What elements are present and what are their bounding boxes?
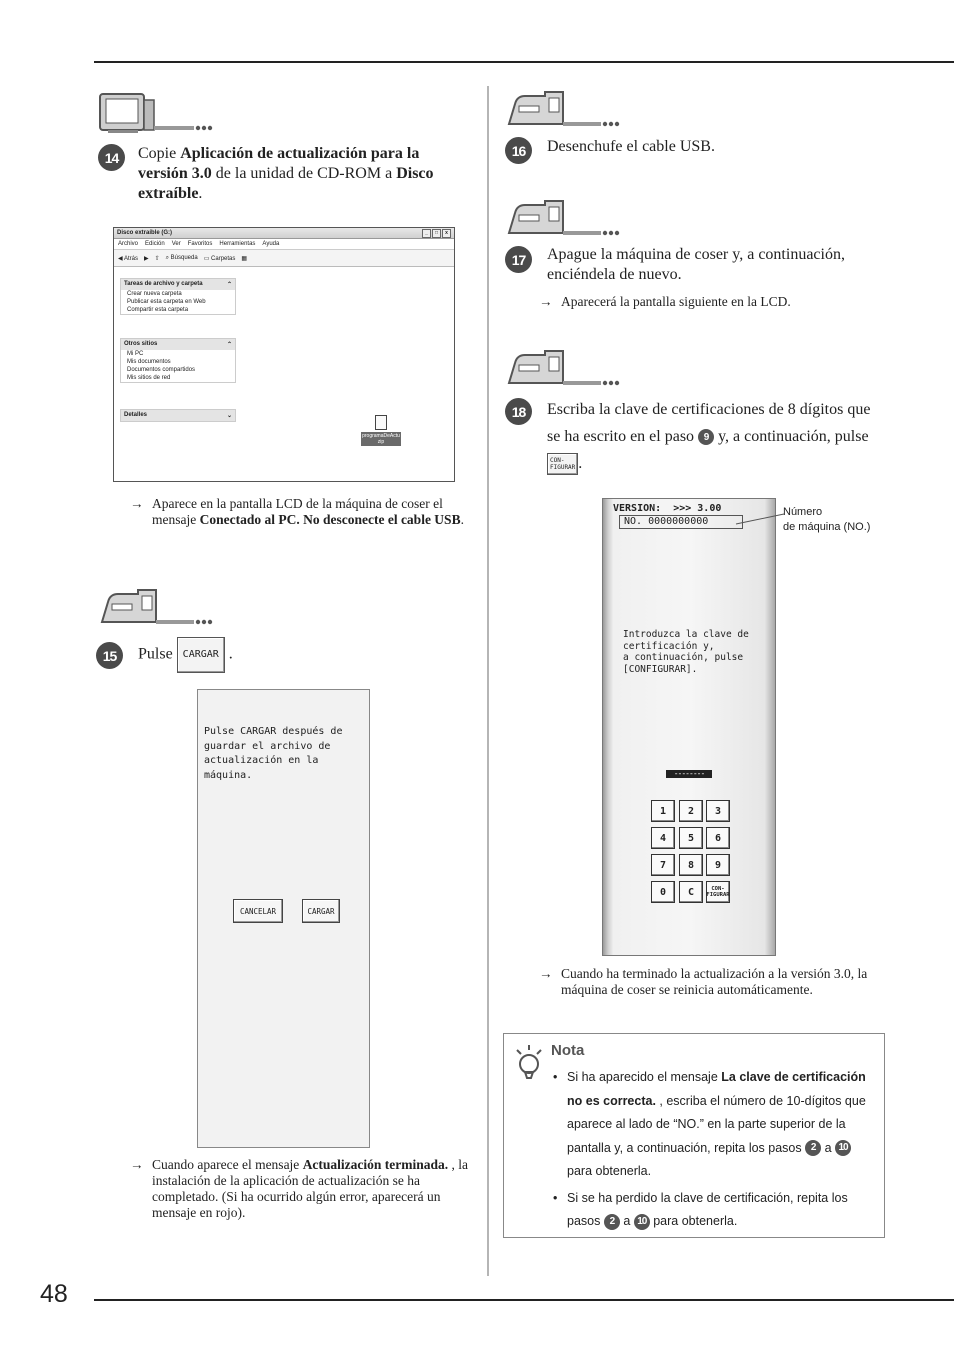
collapse-icon[interactable]: ⌃ (226, 342, 232, 348)
step-18-result (539, 966, 881, 998)
step-ref-badge: 10 (634, 1214, 650, 1230)
explorer-title: Disco extraíble (G:) (117, 230, 173, 236)
place-my-pc[interactable]: Mi PC (127, 351, 144, 357)
key-1[interactable]: 1 (651, 800, 675, 822)
step-18-badge: 18 (505, 398, 532, 425)
key-2[interactable]: 2 (679, 800, 703, 822)
menu-herramientas[interactable]: Herramientas (219, 241, 256, 247)
step-18-text (547, 396, 887, 477)
lcd-load-message: Pulse CARGAR después de guardar el archivo de actualización en la máquina. (204, 726, 343, 781)
search-label: Búsqueda (170, 254, 198, 261)
explorer-titlebar (114, 228, 454, 239)
step-18-text-part: Escriba la clave de certificaciones de 8 dígitos que se ha escrito en el paso (547, 401, 871, 445)
version-label: VERSION: >>> 3.00 (613, 503, 722, 514)
step-15-badge: 15 (96, 642, 123, 669)
tasks-panel-title: Tareas de archivo y carpeta (124, 281, 203, 287)
explorer-toolbar (114, 250, 454, 267)
sewing-machine-icon (98, 586, 216, 628)
step-16-badge: 16 (505, 137, 532, 164)
step-18-text-part: y, a continuación, pulse (714, 428, 869, 445)
cancel-button[interactable]: CANCELAR (233, 899, 283, 923)
note-box (503, 1033, 885, 1238)
note-list (551, 1066, 877, 1237)
folders-button[interactable]: ▭ Carpetas (203, 255, 236, 262)
step-14-app-name: Aplicación de actualización para la versión 3.0 (138, 145, 420, 182)
machine-number-callout (783, 505, 870, 535)
step-ref-badge: 2 (604, 1214, 620, 1230)
step-14-text-part: . (198, 185, 203, 202)
result-text: Cuando ha terminado la actualización a la versión 3.0, la máquina de coser se reinicia automáticamente. (561, 966, 868, 997)
other-places-panel (120, 338, 236, 383)
views-icon[interactable]: ▦ (241, 255, 248, 262)
note-text: , escriba el número de 10-dígitos que aparece al lado de “NO.” en la parte superior de la pantalla y, a continuación, repita los pasos (567, 1093, 866, 1155)
collapse-icon[interactable]: ⌃ (226, 282, 232, 288)
place-network[interactable]: Mis sitios de red (127, 375, 171, 381)
note-item (551, 1066, 877, 1184)
details-title: Detalles (124, 412, 148, 418)
machine-number-value: 0000000000 (648, 516, 709, 527)
arrow-glyph: → (539, 966, 553, 981)
result-text: Cuando aparece el mensaje (152, 1157, 303, 1172)
arrow-glyph: → (130, 496, 144, 511)
step-ref-badge: 9 (698, 429, 714, 445)
step-14-result (130, 496, 474, 528)
task-share-folder[interactable]: Compartir esta carpeta (127, 307, 189, 313)
explorer-window-screenshot (113, 227, 455, 482)
menu-ayuda[interactable]: Ayuda (262, 241, 280, 247)
step-15-label: Pulse (138, 645, 173, 663)
key-7[interactable]: 7 (651, 854, 675, 876)
note-title: Nota (551, 1042, 585, 1059)
callout-line (734, 512, 786, 526)
close-icon[interactable]: x (442, 229, 451, 238)
step-15-result (130, 1157, 474, 1221)
menu-archivo[interactable]: Archivo (118, 241, 139, 247)
result-text: Aparece en la pantalla LCD de la máquina de coser el mensaje (152, 496, 443, 527)
note-error-message: La clave de certificación no es correcta. (567, 1070, 866, 1108)
step-ref-badge: 10 (835, 1140, 851, 1156)
expand-icon[interactable]: ⌄ (226, 413, 232, 419)
key-6[interactable]: 6 (706, 827, 730, 849)
sewing-machine-icon (505, 88, 623, 130)
key-5[interactable]: 5 (679, 827, 703, 849)
step-14-text-part: de la unidad de CD-ROM a (211, 165, 397, 182)
place-shared-documents[interactable]: Documentos compartidos (127, 367, 196, 373)
step-17-badge: 17 (505, 246, 532, 273)
step-14-text-part: Copie (138, 145, 181, 162)
cargar-button-icon: CARGAR (177, 637, 225, 673)
search-button[interactable]: ⌕ Búsqueda (165, 254, 198, 261)
configurar-key[interactable]: CON- FIGURAR (706, 881, 730, 903)
arrow-glyph: → (130, 1157, 144, 1172)
tasks-panel (120, 278, 236, 315)
explorer-menubar (114, 239, 454, 250)
result-text: . (460, 512, 464, 527)
back-button[interactable]: ◀ Atrás (118, 255, 138, 262)
load-button[interactable]: CARGAR (302, 899, 340, 923)
computer-icon (98, 92, 216, 134)
minimize-icon[interactable]: _ (422, 229, 431, 238)
update-file[interactable] (361, 415, 401, 446)
key-4[interactable]: 4 (651, 827, 675, 849)
result-text: Aparecerá la pantalla siguiente en la LCD. (561, 294, 791, 309)
key-3[interactable]: 3 (706, 800, 730, 822)
step-17-result (539, 294, 881, 310)
note-text: para obtenerla. (567, 1164, 652, 1178)
step-14-drive-name: Disco extraíble (138, 165, 434, 202)
result-message: Conectado al PC. No desconecte el cable USB (199, 512, 461, 527)
column-divider (487, 86, 489, 1276)
configurar-button-icon: CON- FIGURAR (547, 453, 578, 475)
result-text: , la instalación de la aplicación de actualización se ha completado. (Si ha ocurrido algún error, aparecerá un mensaje en rojo). (152, 1157, 469, 1220)
maximize-icon[interactable]: □ (432, 229, 441, 238)
up-folder-icon[interactable]: ⇧ (154, 255, 160, 262)
sewing-machine-icon (505, 197, 623, 239)
back-label: Atrás (123, 255, 138, 262)
step-17-text: Apague la máquina de coser y, a continuación, enciéndela de nuevo. (547, 246, 845, 283)
lcd-screen-certification (602, 498, 776, 956)
menu-favoritos[interactable]: Favoritos (187, 241, 213, 247)
page-number: 48 (40, 1280, 68, 1308)
key-8[interactable]: 8 (679, 854, 703, 876)
step-16-text: Desenchufe el cable USB. (547, 138, 715, 155)
note-text: a (821, 1140, 836, 1155)
key-entry-field[interactable]: -------- (666, 770, 712, 778)
top-rule (94, 61, 954, 63)
note-text: Si se ha perdido la clave de certificación, repita los pasos (567, 1190, 848, 1228)
file-label: programaDeActu zip (362, 433, 400, 445)
step-15-period: . (228, 645, 233, 663)
lcd-screen-load (197, 689, 370, 1148)
key-clear[interactable]: C (679, 881, 703, 903)
machine-number-label: NO. (624, 516, 643, 527)
callout-line1: Número (783, 506, 823, 518)
step-14-badge: 14 (98, 144, 125, 171)
step-15-text (138, 637, 338, 673)
lightbulb-icon (513, 1042, 549, 1082)
step-ref-badge: 2 (805, 1140, 821, 1156)
note-item (551, 1187, 877, 1234)
task-new-folder[interactable]: Crear nueva carpeta (127, 291, 182, 297)
place-my-documents[interactable]: Mis documentos (127, 359, 171, 365)
key-9[interactable]: 9 (706, 854, 730, 876)
bottom-rule (94, 1299, 954, 1301)
key-0[interactable]: 0 (651, 881, 675, 903)
arrow-glyph: → (539, 294, 553, 309)
certification-message: Introduzca la clave de certificación y, a continuación, pulse [CONFIGURAR]. (623, 629, 749, 675)
step-18-period: . (578, 455, 583, 472)
other-places-title: Otros sitios (124, 341, 158, 347)
details-panel (120, 409, 236, 422)
sewing-machine-icon (505, 347, 623, 389)
file-icon (375, 415, 387, 430)
step-14-text (138, 144, 473, 204)
folders-label: Carpetas (211, 255, 236, 262)
note-text: a (619, 1214, 634, 1228)
forward-icon[interactable]: ▶ (143, 255, 149, 262)
note-text: Si ha aparecido el mensaje (567, 1070, 722, 1084)
menu-ver[interactable]: Ver (171, 241, 181, 247)
menu-edicion[interactable]: Edición (145, 241, 165, 247)
note-text: para obtenerla. (649, 1214, 738, 1228)
result-message: Actualización terminada. (302, 1157, 449, 1172)
task-publish-web[interactable]: Publicar esta carpeta en Web (127, 299, 206, 305)
machine-number-box (619, 515, 743, 529)
callout-line2: de máquina (NO.) (783, 521, 871, 533)
